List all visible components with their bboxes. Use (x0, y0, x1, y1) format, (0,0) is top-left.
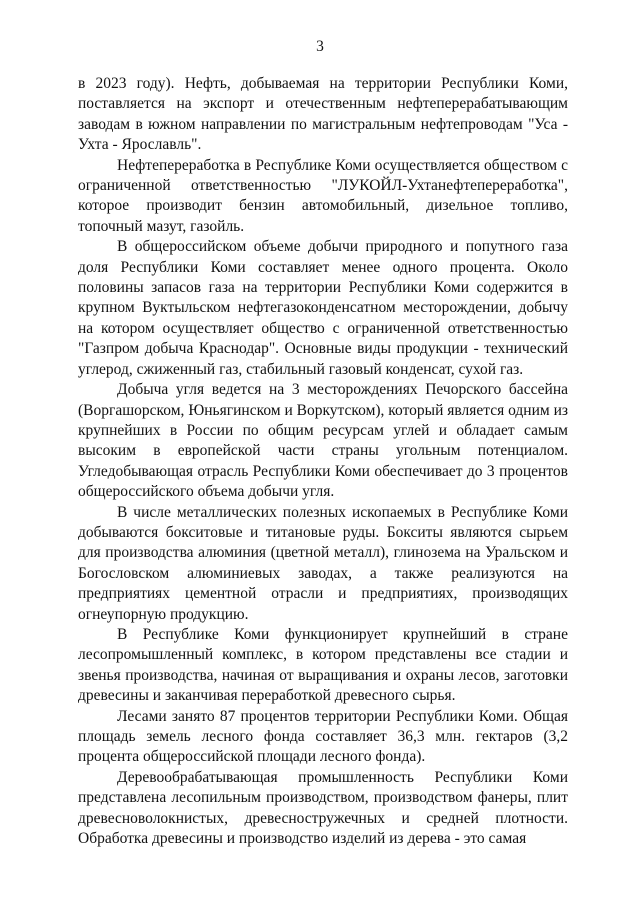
paragraph-woodworking: Деревообрабатывающая промышленность Республики Коми представлена лесопильным производством, производством фанеры, плит древесноволокнистых, древесностружечных и средней плотности. Обработка древесины и производство изделий из дерева - это самая (78, 768, 568, 848)
page-number: 3 (316, 38, 324, 55)
paragraph-oil-refining: Нефтепереработка в Республике Коми осуществляется обществом с ограниченной ответственностью "ЛУКОЙЛ-Ухтанефтепереработка", которое производит бензин автомобильный, дизельное топливо, топочный мазут, газойль. (78, 156, 568, 235)
paragraph-coal-mining: Добыча угля ведется на 3 месторождениях Печорского бассейна (Воргашорском, Юньягинском и Воркутском), который является одним из крупнейших в России по общим ресурсам углей и обладает самым высоким в европейской части страны угольным потенциалом. Угледобывающая отрасль Республики Коми обеспечивает до 3 процентов общероссийского объема добычи угля. (78, 381, 568, 501)
paragraph-oil-export: в 2023 году). Нефть, добываемая на территории Республики Коми, поставляется на экспорт и отечественным нефтеперерабатывающим заводам в южном направлении по магистральным нефтепроводам "Уса - Ухта - Ярославль". (78, 75, 568, 154)
paragraph-timber-complex: В Республике Коми функционирует крупнейший в стране лесопромышленный комплекс, в котором представлены все стадии и звенья производства, начиная от выращивания и охраны лесов, заготовки древесины и заканчивая переработкой древесного сырья. (78, 625, 568, 705)
paragraph-metal-ores: В числе металлических полезных ископаемых в Республике Коми добываются бокситовые и титановые руды. Бокситы являются сырьем для производства алюминия (цветной металл), глинозема на Уральском и Богословском алюминиевых заводах, а также реализуются на предприятиях цементной отрасли и предприятиях, производящих огнеупорную продукцию. (78, 503, 568, 623)
document-body (78, 74, 568, 849)
paragraph-forest-area: Лесами занято 87 процентов территории Республики Коми. Общая площадь земель лесного фонда составляет 36,3 млн. гектаров (3,2 процента общероссийской площади лесного фонда). (78, 707, 568, 766)
paragraph-gas-production: В общероссийском объеме добычи природного и попутного газа доля Республики Коми составляет менее одного процента. Около половины запасов газа на территории Республики Коми содержится в крупном Вуктыльском нефтегазоконденсатном месторождении, добычу на котором осуществляет общество с ограниченной ответственностью "Газпром добыча Краснодар". Основные виды продукции - технический углерод, сжиженный газ, стабильный газовый конденсат, сухой газ. (78, 238, 568, 378)
